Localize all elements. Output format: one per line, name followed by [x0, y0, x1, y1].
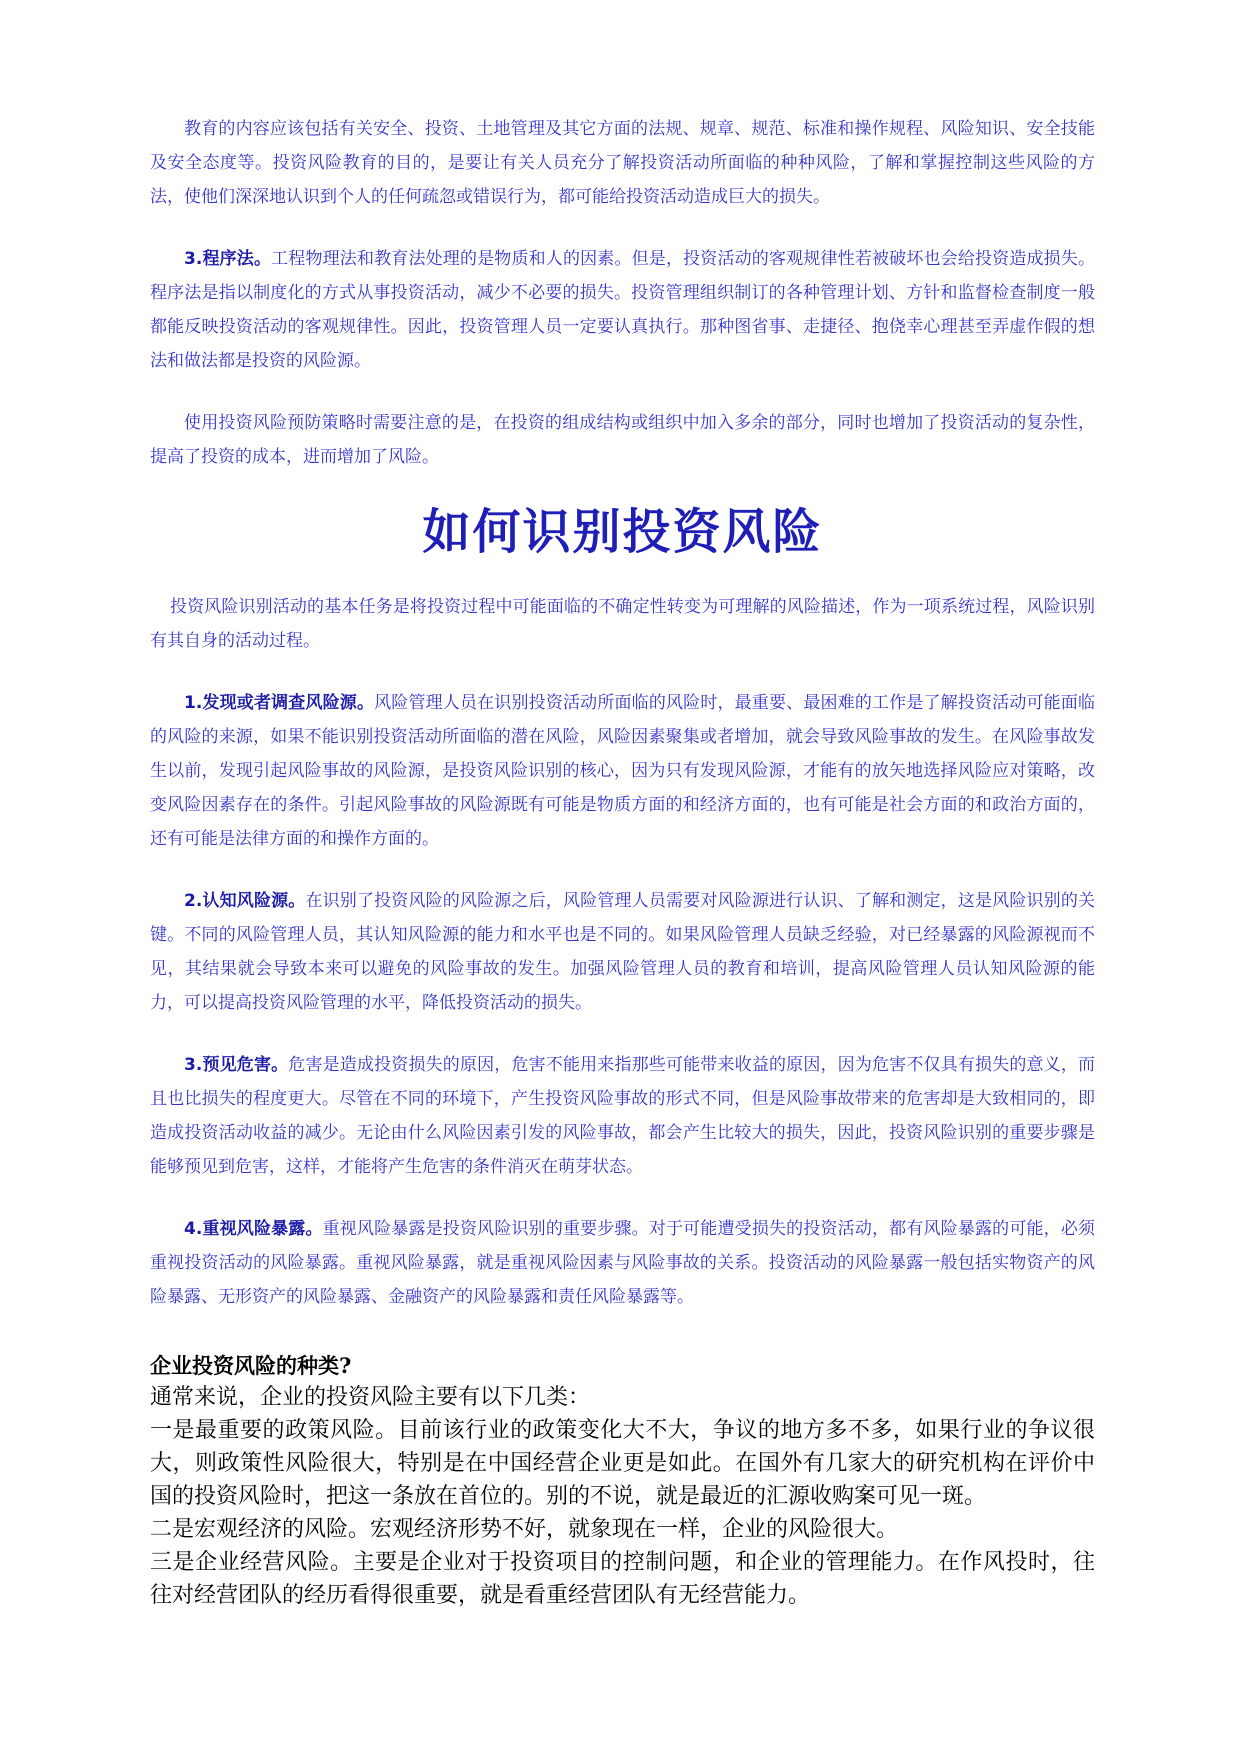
identify-step-1: [150, 686, 1095, 856]
identify-step-2-lead: 2.认知风险源。: [184, 891, 306, 911]
section-title: 如何识别投资风险: [422, 504, 823, 560]
risk-types-line-policy: 一是最重要的政策风险。目前该行业的政策变化大不大，争议的地方多不多，如果行业的争议很大，则政策性风险很大，特别是在中国经营企业更是如此。在国外有几家大的研究机构在评价中国的投资风险时，把这一条放在首位的。别的不说，就是最近的汇源收购案可见一斑。: [150, 1418, 1095, 1509]
education-paragraph: 教育的内容应该包括有关安全、投资、土地管理及其它方面的法规、规章、规范、标准和操作规程、风险知识、安全技能及安全态度等。投资风险教育的目的，是要让有关人员充分了解投资活动所面临的种种风险，了解和掌握控制这些风险的方法，使他们深深地认识到个人的任何疏忽或错误行为，都可能给投资活动造成巨大的损失。: [150, 119, 1095, 207]
section-intro-paragraph: 投资风险识别活动的基本任务是将投资过程中可能面临的不确定性转变为可理解的风险描述，作为一项系统过程，风险识别有其自身的活动过程。: [150, 597, 1095, 651]
identify-step-4-body: 重视风险暴露是投资风险识别的重要步骤。对于可能遭受损失的投资活动，都有风险暴露的可能，必须重视投资活动的风险暴露。重视风险暴露，就是重视风险因素与风险事故的关系。投资活动的风险暴露一般包括实物资产的风险暴露、无形资产的风险暴露、金融资产的风险暴露和责任风险暴露等。: [150, 1219, 1096, 1307]
identify-step-1-lead: 1.发现或者调查风险源。: [184, 693, 375, 713]
prevention-note-paragraph: 使用投资风险预防策略时需要注意的是，在投资的组成结构或组织中加入多余的部分，同时也增加了投资活动的复杂性，提高了投资的成本，进而增加了风险。: [150, 413, 1095, 467]
document-content: [150, 112, 1095, 1612]
procedure-method-lead: 3.程序法。: [184, 249, 272, 269]
identify-step-4: [150, 1212, 1095, 1314]
identify-step-3-body: 危害是造成投资损失的原因，危害不能用来指那些可能带来收益的原因，因为危害不仅具有损失的意义，而且也比损失的程度更大。尽管在不同的环境下，产生投资风险事故的形式不同，但是风险事故带来的危害却是大致相同的，即造成投资活动收益的减少。无论由什么风险因素引发的风险事故，都会产生比较大的损失，因此，投资风险识别的重要步骤是能够预见到危害，这样，才能将产生危害的条件消灭在萌芽状态。: [150, 1055, 1095, 1177]
identify-step-4-lead: 4.重视风险暴露。: [184, 1219, 323, 1239]
identify-step-1-body: 风险管理人员在识别投资活动所面临的风险时，最重要、最困难的工作是了解投资活动可能面临的风险的来源，如果不能识别投资活动所面临的潜在风险，风险因素聚集或者增加，就会导致风险事故的发生。在风险事故发生以前，发现引起风险事故的风险源，是投资风险识别的核心，因为只有发现风险源，才能有的放矢地选择风险应对策略，改变风险因素存在的条件。引起风险事故的风险源既有可能是物质方面的和经济方面的，也有可能是社会方面的和政治方面的，还有可能是法律方面的和操作方面的。: [150, 693, 1096, 849]
identify-step-2-body: 在识别了投资风险的风险源之后，风险管理人员需要对风险源进行认识、了解和测定，这是风险识别的关键。不同的风险管理人员，其认知风险源的能力和水平也是不同的。如果风险管理人员缺乏经验，对已经暴露的风险源视而不见，其结果就会导致本来可以避免的风险事故的发生。加强风险管理人员的教育和培训，提高风险管理人员认知风险源的能力，可以提高投资风险管理的水平，降低投资活动的损失。: [150, 891, 1095, 1013]
identify-step-3-lead: 3.预见危害。: [184, 1055, 289, 1075]
procedure-method-paragraph: [150, 242, 1095, 378]
risk-types-heading: 企业投资风险的种类?: [150, 1353, 352, 1378]
identify-step-3: [150, 1048, 1095, 1184]
risk-types-line-intro: 通常来说，企业的投资风险主要有以下几类：: [150, 1385, 591, 1410]
risk-types-section: [150, 1350, 1095, 1612]
procedure-method-body: 工程物理法和教育法处理的是物质和人的因素。但是，投资活动的客观规律性若被破坏也会给投资造成损失。程序法是指以制度化的方式从事投资活动，减少不必要的损失。投资管理组织制订的各种管理计划、方针和监督检查制度一般都能反映投资活动的客观规律性。因此，投资管理人员一定要认真执行。那种图省事、走捷径、抱侥幸心理甚至弄虚作假的想法和做法都是投资的风险源。: [150, 249, 1095, 371]
risk-types-line-macro: 二是宏观经济的风险。宏观经济形势不好，就象现在一样，企业的风险很大。: [150, 1517, 899, 1542]
risk-types-line-operation: 三是企业经营风险。主要是企业对于投资项目的控制问题，和企业的管理能力。在作风投时，往往对经营团队的经历看得很重要，就是看重经营团队有无经营能力。: [150, 1550, 1095, 1608]
identify-step-2: [150, 884, 1095, 1020]
